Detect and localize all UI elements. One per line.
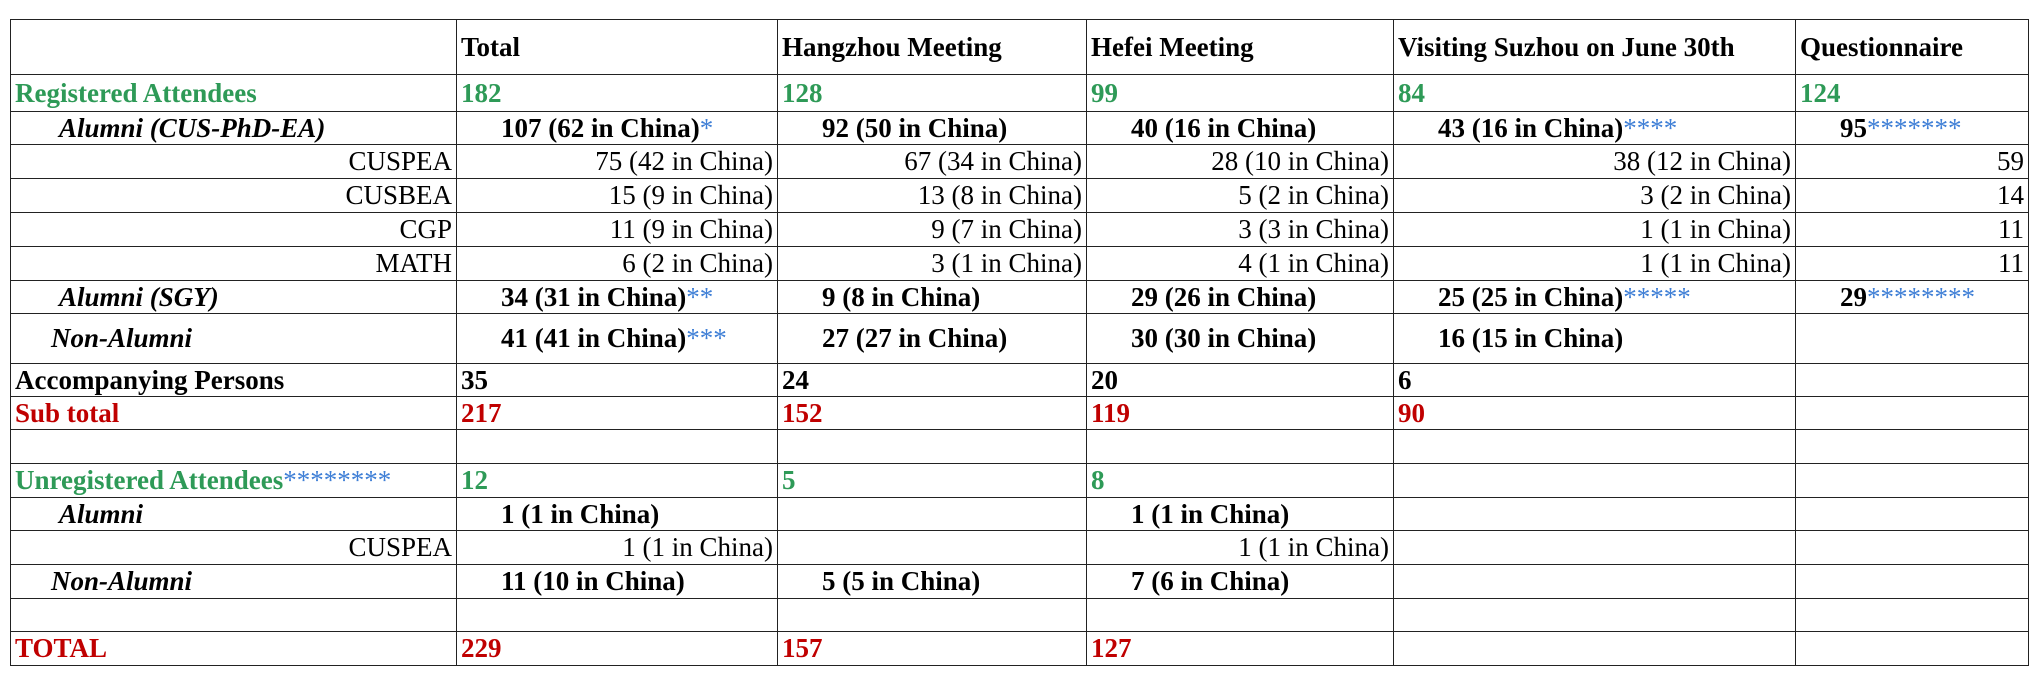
total-questionnaire bbox=[1796, 632, 2029, 666]
unregistered-label bbox=[11, 464, 457, 498]
cusbea-total: 15 (9 in China) bbox=[457, 179, 778, 213]
registered-questionnaire: 124 bbox=[1796, 75, 2029, 112]
cell-value: Unregistered Attendees bbox=[15, 465, 284, 495]
accompanying-label: Accompanying Persons bbox=[11, 364, 457, 397]
non-alumni-hangzhou: 27 (27 in China) bbox=[778, 314, 1087, 364]
cuspea-label: CUSPEA bbox=[11, 145, 457, 179]
unreg-alumni-label: Alumni bbox=[11, 498, 457, 531]
unreg-non-alumni-questionnaire bbox=[1796, 565, 2029, 599]
cgp-label: CGP bbox=[11, 213, 457, 247]
unregistered-hefei: 8 bbox=[1087, 464, 1394, 498]
registered-hangzhou: 128 bbox=[778, 75, 1087, 112]
unreg-cuspea-hangzhou bbox=[778, 531, 1087, 565]
unregistered-row bbox=[11, 464, 2029, 498]
unreg-alumni-total: 1 (1 in China) bbox=[457, 498, 778, 531]
non-alumni-row bbox=[11, 314, 2029, 364]
alumni-cus-questionnaire bbox=[1796, 112, 2029, 145]
subtotal-questionnaire bbox=[1796, 397, 2029, 430]
cusbea-row bbox=[11, 179, 2029, 213]
accompanying-hefei: 20 bbox=[1087, 364, 1394, 397]
alumni-cus-label: Alumni (CUS-PhD-EA) bbox=[11, 112, 457, 145]
cuspea-questionnaire: 59 bbox=[1796, 145, 2029, 179]
alumni-cus-row bbox=[11, 112, 2029, 145]
cgp-hefei: 3 (3 in China) bbox=[1087, 213, 1394, 247]
header-suzhou: Visiting Suzhou on June 30th bbox=[1394, 20, 1796, 75]
blank-row bbox=[11, 599, 2029, 632]
attendance-table bbox=[10, 19, 2029, 666]
cusbea-suzhou: 3 (2 in China) bbox=[1394, 179, 1796, 213]
accompanying-row bbox=[11, 364, 2029, 397]
total-suzhou bbox=[1394, 632, 1796, 666]
total-total: 229 bbox=[457, 632, 778, 666]
unreg-alumni-hefei: 1 (1 in China) bbox=[1087, 498, 1394, 531]
unreg-non-alumni-hefei: 7 (6 in China) bbox=[1087, 565, 1394, 599]
non-alumni-label: Non-Alumni bbox=[11, 314, 457, 364]
registered-label: Registered Attendees bbox=[11, 75, 457, 112]
registered-hefei: 99 bbox=[1087, 75, 1394, 112]
footnote-stars: ** bbox=[686, 281, 714, 312]
cuspea-suzhou: 38 (12 in China) bbox=[1394, 145, 1796, 179]
subtotal-hangzhou: 152 bbox=[778, 397, 1087, 430]
cgp-questionnaire: 11 bbox=[1796, 213, 2029, 247]
alumni-sgy-hefei: 29 (26 in China) bbox=[1087, 281, 1394, 314]
cell-value: 25 (25 in China) bbox=[1438, 281, 1624, 312]
unreg-alumni-row bbox=[11, 498, 2029, 531]
accompanying-hangzhou: 24 bbox=[778, 364, 1087, 397]
cell-value: 41 (41 in China) bbox=[501, 323, 687, 353]
header-row bbox=[11, 20, 2029, 75]
subtotal-hefei: 119 bbox=[1087, 397, 1394, 430]
cuspea-hangzhou: 67 (34 in China) bbox=[778, 145, 1087, 179]
registered-suzhou: 84 bbox=[1394, 75, 1796, 112]
footnote-stars: ******** bbox=[1867, 281, 1975, 312]
header-questionnaire: Questionnaire bbox=[1796, 20, 2029, 75]
accompanying-suzhou: 6 bbox=[1394, 364, 1796, 397]
cell-value: 107 (62 in China) bbox=[501, 112, 700, 143]
math-suzhou: 1 (1 in China) bbox=[1394, 247, 1796, 281]
math-row bbox=[11, 247, 2029, 281]
cgp-hangzhou: 9 (7 in China) bbox=[778, 213, 1087, 247]
total-row bbox=[11, 632, 2029, 666]
registered-total: 182 bbox=[457, 75, 778, 112]
cuspea-total: 75 (42 in China) bbox=[457, 145, 778, 179]
alumni-sgy-label: Alumni (SGY) bbox=[11, 281, 457, 314]
unreg-non-alumni-suzhou bbox=[1394, 565, 1796, 599]
unregistered-suzhou bbox=[1394, 464, 1796, 498]
subtotal-row bbox=[11, 397, 2029, 430]
alumni-cus-total bbox=[457, 112, 778, 145]
non-alumni-total bbox=[457, 314, 778, 364]
cgp-suzhou: 1 (1 in China) bbox=[1394, 213, 1796, 247]
header-corner bbox=[11, 20, 457, 75]
math-label: MATH bbox=[11, 247, 457, 281]
blank-row bbox=[11, 430, 2029, 464]
unreg-cuspea-suzhou bbox=[1394, 531, 1796, 565]
accompanying-total: 35 bbox=[457, 364, 778, 397]
unregistered-questionnaire bbox=[1796, 464, 2029, 498]
unregistered-total: 12 bbox=[457, 464, 778, 498]
unreg-cuspea-questionnaire bbox=[1796, 531, 2029, 565]
cuspea-hefei: 28 (10 in China) bbox=[1087, 145, 1394, 179]
cell-value: 34 (31 in China) bbox=[501, 281, 687, 312]
footnote-stars: **** bbox=[1623, 112, 1678, 143]
accompanying-questionnaire bbox=[1796, 364, 2029, 397]
alumni-cus-suzhou bbox=[1394, 112, 1796, 145]
unreg-cuspea-total: 1 (1 in China) bbox=[457, 531, 778, 565]
header-hangzhou: Hangzhou Meeting bbox=[778, 20, 1087, 75]
subtotal-total: 217 bbox=[457, 397, 778, 430]
math-hefei: 4 (1 in China) bbox=[1087, 247, 1394, 281]
alumni-sgy-hangzhou: 9 (8 in China) bbox=[778, 281, 1087, 314]
registered-row bbox=[11, 75, 2029, 112]
unreg-alumni-questionnaire bbox=[1796, 498, 2029, 531]
footnote-stars: ******** bbox=[283, 465, 392, 495]
non-alumni-hefei: 30 (30 in China) bbox=[1087, 314, 1394, 364]
cusbea-hefei: 5 (2 in China) bbox=[1087, 179, 1394, 213]
unreg-non-alumni-row bbox=[11, 565, 2029, 599]
math-hangzhou: 3 (1 in China) bbox=[778, 247, 1087, 281]
math-total: 6 (2 in China) bbox=[457, 247, 778, 281]
cusbea-questionnaire: 14 bbox=[1796, 179, 2029, 213]
total-hangzhou: 157 bbox=[778, 632, 1087, 666]
cell-value: 95 bbox=[1840, 112, 1867, 143]
unregistered-hangzhou: 5 bbox=[778, 464, 1087, 498]
header-hefei: Hefei Meeting bbox=[1087, 20, 1394, 75]
header-total: Total bbox=[457, 20, 778, 75]
footnote-stars: ******* bbox=[1867, 112, 1962, 143]
alumni-cus-hangzhou: 92 (50 in China) bbox=[778, 112, 1087, 145]
alumni-sgy-suzhou bbox=[1394, 281, 1796, 314]
subtotal-suzhou: 90 bbox=[1394, 397, 1796, 430]
alumni-sgy-row bbox=[11, 281, 2029, 314]
unreg-non-alumni-label: Non-Alumni bbox=[11, 565, 457, 599]
unreg-non-alumni-total: 11 (10 in China) bbox=[457, 565, 778, 599]
non-alumni-questionnaire bbox=[1796, 314, 2029, 364]
footnote-stars: * bbox=[699, 112, 714, 143]
alumni-cus-hefei: 40 (16 in China) bbox=[1087, 112, 1394, 145]
unreg-cuspea-label: CUSPEA bbox=[11, 531, 457, 565]
footnote-stars: ***** bbox=[1623, 281, 1691, 312]
unreg-alumni-suzhou bbox=[1394, 498, 1796, 531]
cgp-row bbox=[11, 213, 2029, 247]
cgp-total: 11 (9 in China) bbox=[457, 213, 778, 247]
total-label: TOTAL bbox=[11, 632, 457, 666]
footnote-stars: *** bbox=[686, 323, 727, 353]
cusbea-label: CUSBEA bbox=[11, 179, 457, 213]
cusbea-hangzhou: 13 (8 in China) bbox=[778, 179, 1087, 213]
alumni-sgy-total bbox=[457, 281, 778, 314]
math-questionnaire: 11 bbox=[1796, 247, 2029, 281]
non-alumni-suzhou: 16 (15 in China) bbox=[1394, 314, 1796, 364]
cell-value: 43 (16 in China) bbox=[1438, 112, 1624, 143]
cuspea-row bbox=[11, 145, 2029, 179]
subtotal-label: Sub total bbox=[11, 397, 457, 430]
unreg-cuspea-row bbox=[11, 531, 2029, 565]
total-hefei: 127 bbox=[1087, 632, 1394, 666]
alumni-sgy-questionnaire bbox=[1796, 281, 2029, 314]
unreg-cuspea-hefei: 1 (1 in China) bbox=[1087, 531, 1394, 565]
unreg-alumni-hangzhou bbox=[778, 498, 1087, 531]
cell-value: 29 bbox=[1840, 281, 1867, 312]
unreg-non-alumni-hangzhou: 5 (5 in China) bbox=[778, 565, 1087, 599]
